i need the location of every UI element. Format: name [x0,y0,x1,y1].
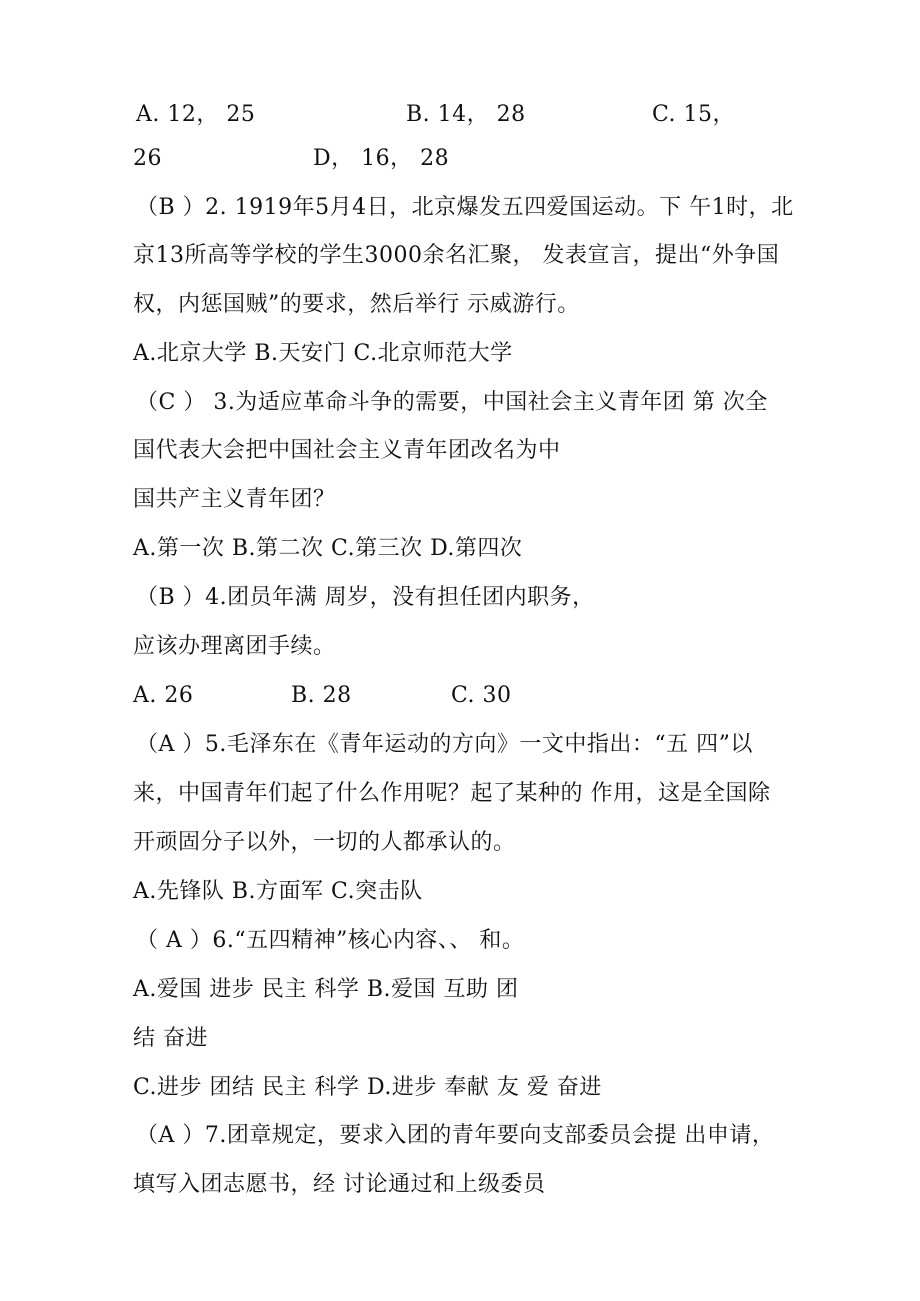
q6-line-2: A.爱国 进步 民主 科学 B.爱国 互助 团 [133,977,519,1002]
q2-line-1: （B ）2. 1919年5月4日，北京爆发五四爱国运动。下 午1时，北 [136,195,794,220]
q2-line-3: 权，内惩国贼”的要求，然后举行 示威游行。 [133,292,580,317]
q3-line-1: （C ） 3.为适应革命斗争的需要，中国社会主义青年团 第 次全 [136,390,768,415]
q7-line-1: （A ）7.团章规定，要求入团的青年要向支部委员会提 出申请， [136,1123,775,1148]
q5-line-3: 开顽固分子以外，一切的人都承认的。 [133,830,516,855]
q1-option-b: B. 14， 28 [406,102,526,127]
q4-option-c: C. 30 [451,683,512,708]
q6-line-3: 结 奋进 [133,1026,208,1051]
q4-options-row [0,681,920,711]
q4-line-2: 应该办理离团手续。 [133,634,336,659]
q1-options-row-2 [0,144,920,174]
q1-options-row [0,100,920,130]
q3-line-3: 国共产主义青年团？ [133,487,336,512]
q7-line-2: 填写入团志愿书，经 讨论通过和上级委员 [133,1172,546,1197]
q4-line-1: （B ）4.团员年满 周岁，没有担任团内职务， [136,585,595,610]
q1-option-c: C. 15， [652,102,736,127]
q1-option-d: D， 16， 28 [313,146,450,171]
q5-line-2: 来，中国青年们起了什么作用呢？起了某种的 作用，这是全国除 [133,781,771,806]
q6-line-1: （ A ）6.“五四精神”核心内容、、 和。 [136,928,525,953]
q5-line-1: （A ）5.毛泽东在《青年运动的方向》一文中指出：“五 四”以 [136,732,753,757]
q3-options: A.第一次 B.第二次 C.第三次 D.第四次 [133,536,523,561]
q6-line-4: C.进步 团结 民主 科学 D.进步 奉献 友 爱 奋进 [133,1075,602,1100]
q5-options: A.先锋队 B.方面军 C.突击队 [133,879,423,904]
q4-option-b: B. 28 [291,683,352,708]
q3-line-2: 国代表大会把中国社会主义青年团改名为中 [133,438,561,463]
q4-option-a: A. 26 [133,683,194,708]
q1-option-c-cont: 26 [133,146,162,171]
q2-line-2: 京13所高等学校的学生3000余名汇聚， 发表宣言，提出“外争国 [133,243,780,268]
q2-options: A.北京大学 B.天安门 C.北京师范大学 [133,341,513,366]
q1-option-a: A. 12， 25 [136,102,256,127]
